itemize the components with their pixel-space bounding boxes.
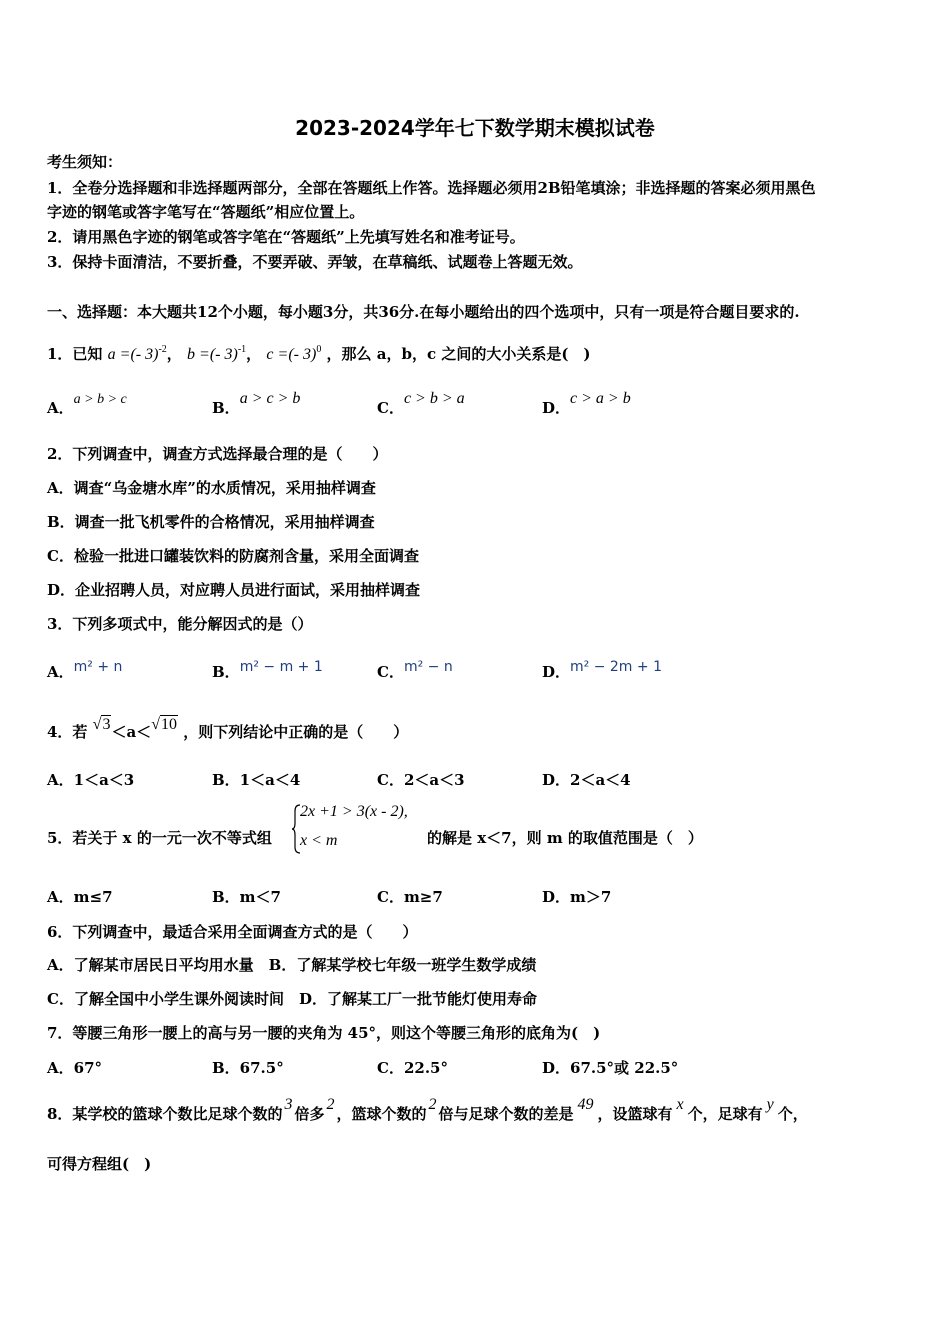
q2-option-d[interactable]: D．企业招聘人员，对应聘人员进行面试，采用抽样调查 [47,581,421,599]
notice-item: 字迹的钢笔或答字笔写在“答题纸”相应位置上。 [47,203,365,221]
question-2: 2．下列调查中，调查方式选择最合理的是（ ） [47,445,388,463]
q3-option-a[interactable]: A．m² + n [47,659,123,681]
question-8-line-2: 可得方程组( ) [47,1155,152,1173]
q7-option-b[interactable]: B．67.5° [212,1059,284,1077]
q1-b-expr: b =(- 3)$^{-1}$ [187,344,247,363]
q5-option-b[interactable]: B．m＜7 [212,888,281,906]
q1-option-c[interactable]: C．c > b > a [377,390,465,417]
question-6: 6．下列调查中，最适合采用全面调查方式的是（ ） [47,923,418,941]
question-5-suffix: 的解是 x＜7，则 m 的取值范围是（ ） [427,829,703,847]
q6-options-row-2[interactable]: C．了解全国中小学生课外阅读时间 D．了解某工厂一批节能灯使用寿命 [47,990,537,1008]
inequality-line-1: 2x +1 > 3(x - 2), [300,803,408,820]
q2-option-b[interactable]: B．调查一批飞机零件的合格情况，采用抽样调查 [47,513,375,531]
question-3: 3．下列多项式中，能分解因式的是（） [47,615,313,633]
q3-option-d[interactable]: D．m² − 2m + 1 [542,659,662,681]
q4-option-a[interactable]: A．1＜a＜3 [47,771,135,789]
q2-option-c[interactable]: C．检验一批进口罐装饮料的防腐剂含量，采用全面调查 [47,547,419,565]
q1-option-d[interactable]: D．c > a > b [542,390,631,417]
notice-heading: 考生须知： [47,153,123,171]
q6-options-row-1[interactable]: A．了解某市居民日平均用水量 B．了解某学校七年级一班学生数学成绩 [47,956,537,974]
inequality-line-2: x < m [300,832,338,849]
q4-option-b[interactable]: B．1＜a＜4 [212,771,301,789]
q7-option-d[interactable]: D．67.5°或 22.5° [542,1059,679,1077]
notice-item: 2．请用黑色字迹的钢笔或答字笔在“答题纸”上先填写姓名和准考证号。 [47,228,525,246]
q1-a-expr: a =(- 3)$^{-2}$ [107,344,167,363]
q1-c-expr: c =(- 3)$^0$ [266,344,322,363]
q7-option-c[interactable]: C．22.5° [377,1059,448,1077]
q5-option-d[interactable]: D．m＞7 [542,888,612,906]
q1-suffix: ，那么 a，b，c 之间的大小关系是( ) [326,345,591,363]
sqrt-10: √10 [151,716,177,733]
q5-option-a[interactable]: A．m≤7 [47,888,113,906]
question-8: 8．某学校的篮球个数比足球个数的3倍多2，篮球个数的2倍与足球个数的差是49，设篮球有x个，足球有y个， [47,1096,808,1123]
q3-option-c[interactable]: C．m² − n [377,659,453,681]
q3-option-b[interactable]: B．m² − m + 1 [212,659,323,681]
notice-item: 3．保持卡面清洁，不要折叠，不要弄破、弄皱，在草稿纸、试题卷上答题无效。 [47,253,583,271]
sqrt-3: √3 [92,716,111,733]
notice-item: 1．全卷分选择题和非选择题两部分，全部在答题纸上作答。选择题必须用2B铅笔填涂；非选择题的答案必须用黑色 [47,179,816,197]
question-5-prefix: 5．若关于 x 的一元一次不等式组 [47,829,272,847]
q1-prefix: 1．已知 [47,345,103,363]
q1-option-a[interactable]: A．a > b > c [47,392,127,417]
q1-option-b[interactable]: B．a > c > b [212,390,301,417]
q7-option-a[interactable]: A．67° [47,1059,103,1077]
page-title: 2023-2024学年七下数学期末模拟试卷 [295,116,655,140]
q4-option-c[interactable]: C．2＜a＜3 [377,771,465,789]
question-4: 4．若 √3＜a＜√10 ，则下列结论中正确的是（ ） [47,716,409,741]
question-1: 1．已知 a =(- 3)$^{-2}$， b =(- 3)$^{-1}$， c =(- 3)$^0$ ，那么 a，b，c 之间的大小关系是( ) [47,344,591,363]
q5-option-c[interactable]: C．m≥7 [377,888,443,906]
section-heading: 一、选择题：本大题共12个小题，每小题3分，共36分.在每小题给出的四个选项中，只有一项是符合题目要求的. [47,303,800,321]
q4-option-d[interactable]: D．2＜a＜4 [542,771,631,789]
q2-option-a[interactable]: A．调查“乌金塘水库”的水质情况，采用抽样调查 [47,479,376,497]
question-7: 7．等腰三角形一腰上的高与另一腰的夹角为 45°，则这个等腰三角形的底角为( ) [47,1024,601,1042]
